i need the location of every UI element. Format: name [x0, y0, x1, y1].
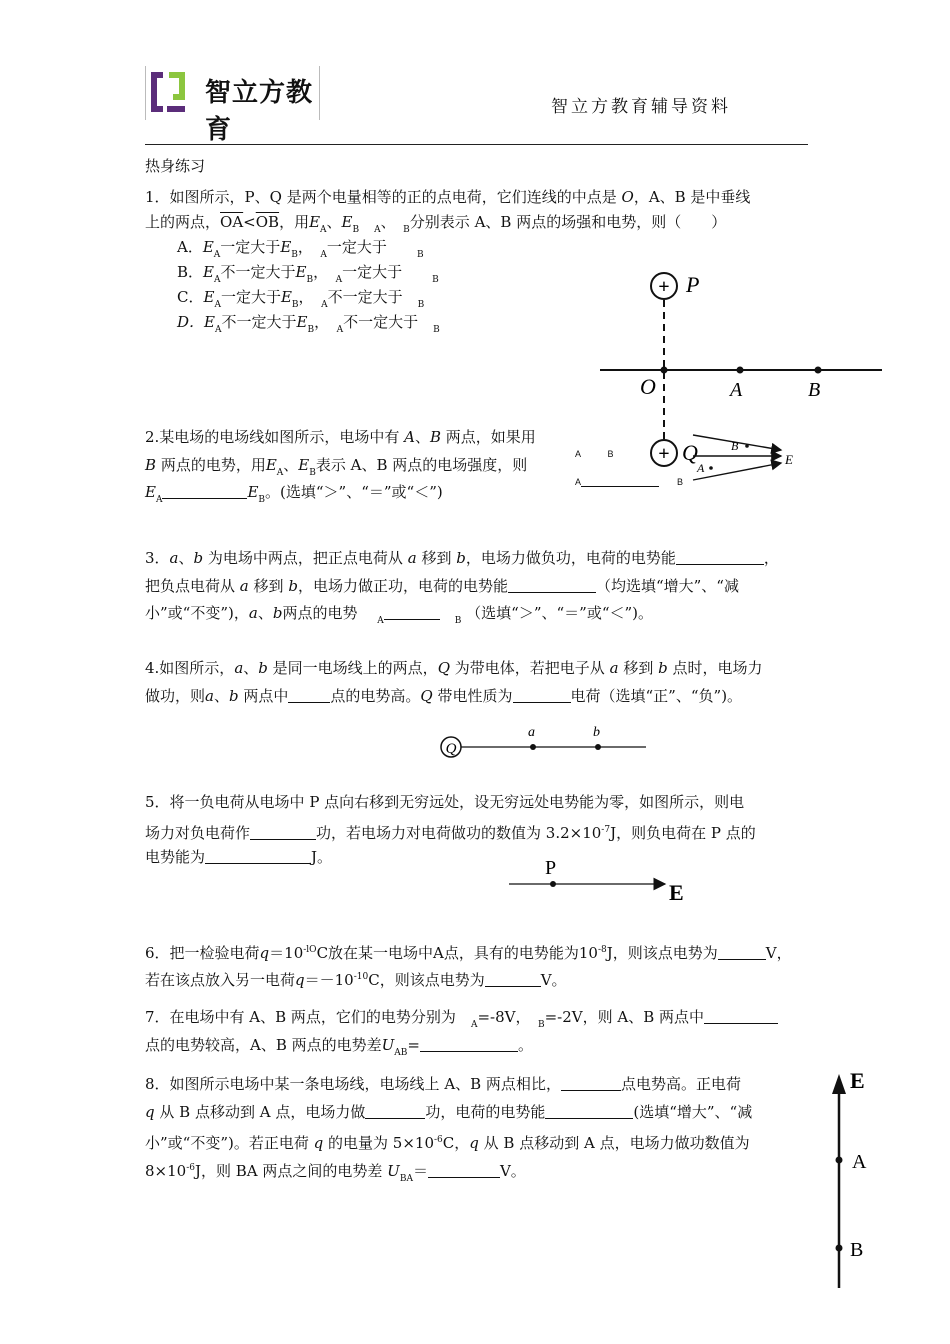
- fig4-label-q: Q: [445, 741, 457, 757]
- q5-line2: 场力对负电荷作 功，若电场力对电荷做功的数值为 $3.2\times 10^{-7}J$，则负电荷在 P 点的: [145, 824, 756, 842]
- q4-line1: 4.如图所示，a、b 是同一电场线上的两点，Q 为带电体，若把电子从 a 移到 b 点时，电场力: [145, 659, 763, 677]
- q3-line3: 小”或“不变”)，a、b两点的电势 $_A$ $_B$ （选填“＞”、“＝”或“＜”)。: [145, 604, 654, 626]
- fig2-point-a: [709, 466, 713, 470]
- fig1-plus-p: +: [658, 276, 670, 298]
- q3-blank-1[interactable]: [676, 550, 764, 565]
- q6-line1: 6．把一检验电荷$q=10^{-lO}C$放在某一电场中A点，具有的电势能为$10^{-8}J$，则该点电势为 V，: [145, 944, 792, 962]
- fig8-label-e: E: [850, 1068, 865, 1093]
- q6-line2: 若在该点放入另一电荷$q=-10^{-10}C$，则该点电势为 V。: [145, 971, 567, 989]
- fig1-label-a: A: [730, 379, 743, 401]
- q6-blank-1[interactable]: [718, 945, 766, 960]
- fig8-arrowhead: [832, 1074, 846, 1094]
- fig1-label-p: P: [686, 272, 700, 297]
- q7-blank-1[interactable]: [704, 1009, 778, 1024]
- q7-line2: 点的电势较高，A、B 两点的电势差$U_{AB}=$ 。: [145, 1036, 534, 1058]
- q1-option-c: C．$E_A$一定大于$E_B$， $_A$不一定大于 $_B$: [177, 288, 425, 310]
- q2-line2: B 两点的电势，用$E_A$、$E_B$表示 A、B 两点的电场强度，则: [145, 456, 528, 478]
- fig1-label-o: O: [640, 374, 656, 399]
- brand-name: 智立方教育: [205, 77, 314, 144]
- figure-2-field-lines: [685, 420, 805, 486]
- q3-blank-2[interactable]: [508, 578, 596, 593]
- q2-line1: 2.某电场的电场线如图所示，电场中有 A、B 两点，如果用: [145, 428, 536, 446]
- q1-line2: 上的两点，$\overline{OA}<\overline{OB}$，用$E_A$、$E_B$ $_A$、 $_B$分别表示 A、B 两点的场强和电势，则（ ）: [145, 213, 727, 235]
- q1-line1: 1．如图所示，P、Q 是两个电量相等的正的点电荷，它们连线的中点是 O，A、B 是中垂线: [145, 188, 751, 206]
- figure-8-field-line: [820, 1064, 890, 1290]
- fig8-point-b: [836, 1245, 843, 1252]
- fig4-label-a: a: [528, 725, 535, 740]
- logo: [145, 66, 320, 144]
- q8-blank-1[interactable]: [561, 1076, 621, 1091]
- q1-option-a: A．$E_A$一定大于$E_B$， $_A$一定大于 $_B$: [177, 238, 424, 260]
- q2-side-subscripts: A B A B: [575, 449, 684, 487]
- fig2-label-b: B: [731, 439, 739, 453]
- fig1-label-q: Q: [682, 440, 698, 465]
- fig8-label-a: A: [852, 1151, 867, 1173]
- fig5-label-p: P: [545, 857, 557, 879]
- fig5-label-e: E: [669, 880, 684, 904]
- fig1-point-b: [815, 367, 822, 374]
- fig1-point-o: [661, 367, 668, 374]
- q8-blank-3[interactable]: [545, 1104, 633, 1119]
- fig8-label-b: B: [850, 1239, 864, 1261]
- figure-5-field: [505, 852, 695, 904]
- header-rule: [145, 144, 808, 145]
- section-title: 热身练习: [145, 157, 206, 175]
- fig2-label-a: A: [697, 461, 705, 475]
- fig2-label-e: E: [785, 452, 793, 467]
- q4-blank-1[interactable]: [288, 688, 330, 703]
- q5-blank-2[interactable]: [205, 849, 311, 864]
- q8-line1: 8．如图所示电场中某一条电场线，电场线上 A、B 两点相比， 点电势高。正电荷: [145, 1075, 741, 1093]
- q7-line1: 7．在电场中有 A、B 两点，它们的电势分别为 $_A$=-8V， $_B$=-2V，则 A、B 两点中: [145, 1007, 778, 1035]
- fig8-point-a: [836, 1157, 843, 1164]
- figure-4-field-line: [438, 722, 653, 764]
- fig5-point-p: [550, 881, 556, 887]
- fig4-point-b: [595, 744, 601, 750]
- q1-option-b: B．$E_A$不一定大于$E_B$， $_A$一定大于 $_B$: [177, 263, 439, 285]
- q7-blank-2[interactable]: [420, 1037, 518, 1052]
- q8-line3: 小”或“不变”)。若正电荷 q 的电量为 $5\times 10^{-6}C$，q 从 B 点移动到 A 点，电场力做功数值为: [145, 1134, 750, 1152]
- q8-line4: $8\times 10^{-6}J$，则 BA 两点之间的电势差 $U_{BA}= V$。: [145, 1162, 526, 1184]
- q3-blank-3[interactable]: [384, 605, 440, 620]
- q8-line2: q 从 B 点移动到 A 点，电场力做 功，电荷的电势能 (选填“增大”、“减: [145, 1103, 753, 1121]
- q2-blank[interactable]: [162, 484, 247, 499]
- q6-blank-2[interactable]: [485, 972, 541, 987]
- fig4-label-b: b: [593, 725, 600, 740]
- fig1-point-a: [737, 367, 744, 374]
- q3-line2: 把负点电荷从 a 移到 b，电场力做正功，电荷的电势能 （均选填“增大”、“减: [145, 577, 739, 595]
- q8-blank-2[interactable]: [365, 1104, 425, 1119]
- fig1-label-b: B: [808, 379, 821, 401]
- q5-line3: 电势能为 J。: [145, 848, 333, 866]
- q8-blank-4[interactable]: [428, 1163, 500, 1178]
- q4-blank-2[interactable]: [513, 688, 571, 703]
- header-title: 智立方教育辅导资料: [551, 97, 731, 117]
- fig4-point-a: [530, 744, 536, 750]
- q5-line1: 5．将一负电荷从电场中 P 点向右移到无穷远处，设无穷远处电势能为零，如图所示，则电: [145, 793, 745, 811]
- fig1-plus-q: +: [658, 443, 670, 465]
- q5-blank-1[interactable]: [250, 825, 316, 840]
- fig2-point-b: [745, 444, 749, 448]
- fig2-field-line-bottom: [693, 463, 781, 480]
- q3-line1: 3．a、b 为电场中两点，把正点电荷从 a 移到 b，电场力做负功，电荷的电势能 ，: [145, 549, 779, 567]
- q1-option-d: D．$E_A$不一定大于$E_B$， $_A$不一定大于 $_B$: [177, 313, 440, 335]
- q2-line3: $E_A$ $E_B$。(选填“＞”、“＝”或“＜”): [145, 483, 443, 505]
- q4-line2: 做功，则a、b 两点中 点的电势高。Q 带电性质为 电荷（选填“正”、“负”)。: [145, 687, 743, 705]
